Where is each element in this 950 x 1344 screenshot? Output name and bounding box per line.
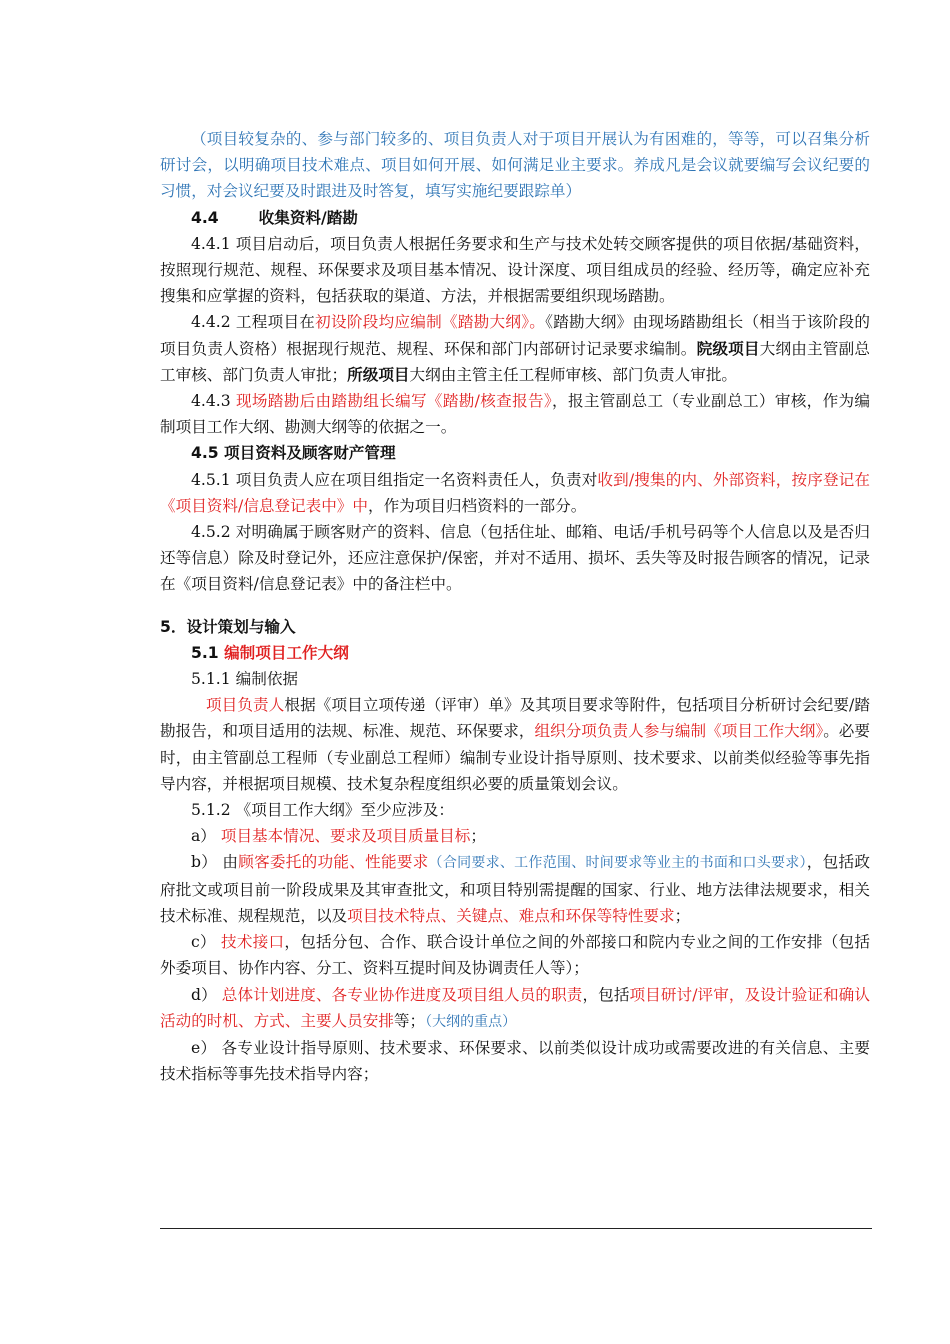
bold-text: 院级项目 xyxy=(696,339,760,358)
list-marker: d） xyxy=(191,985,217,1004)
section-number: 4.4 xyxy=(191,208,219,227)
note-paragraph xyxy=(160,126,870,205)
paragraph-4-4-1 xyxy=(160,231,870,310)
section-number: 5.1 xyxy=(191,643,225,662)
text: 大纲由主管主任工程师审核、部门负责人审批。 xyxy=(409,365,738,384)
highlight-text: 顾客委托的功能、性能要求 xyxy=(238,853,429,872)
section-5-1-2-heading xyxy=(160,797,870,823)
paragraph-text: 4.4.1 项目启动后，项目负责人根据任务要求和生产与技术处转交顾客提供的项目依据/基础资料，按照现行规范、规程、环保要求及项目基本情况、设计深度、项目组成员的经验、经历等，确定应补充搜集和应掌握的资料，包括获取的渠道、方法，并根据需要组织现场踏勘。 xyxy=(160,234,870,306)
note-text: （项目较复杂的、参与部门较多的、项目负责人对于项目开展认为有困难的，等等，可以召集分析研讨会，以明确项目技术难点、项目如何开展、如何满足业主要求。养成凡是会议就要编写会议纪要的习惯，对会议纪要及时跟进及时答复，填写实施纪要跟踪单） xyxy=(160,130,870,201)
text: ； xyxy=(674,906,691,925)
list-item-b xyxy=(160,849,870,929)
text: ，作为项目归档资料的一部分。 xyxy=(367,496,587,515)
text: 大纲由主管副总工审核、部门负责人审批； xyxy=(160,339,870,384)
section-title: 编制项目工作大纲 xyxy=(224,643,349,662)
text: b） 由 xyxy=(191,853,239,872)
highlight-text: 技术接口 xyxy=(221,933,285,952)
list-item-e xyxy=(160,1035,870,1087)
text: 5.1.1 编制依据 xyxy=(191,670,299,689)
document-page xyxy=(160,126,870,1087)
text: 4.4.2 工程项目在 xyxy=(191,313,316,332)
note-text: （合同要求、工作范围、时间要求等业主的书面和口头要求） xyxy=(428,855,807,872)
text: 5.1.2 《项目工作大纲》至少应涉及： xyxy=(191,801,454,820)
text: ，包括政府批文或项目前一阶段成果及其审查批文，和项目特别需提醒的国家、行业、地方法律法规要求，相关技术标准、规程规范，以及 xyxy=(160,853,870,925)
text: ，包括 xyxy=(582,985,630,1004)
note-text: （大纲的重点） xyxy=(425,1013,517,1030)
list-marker: c） xyxy=(191,933,216,952)
highlight-text: 项目负责人 xyxy=(206,696,285,715)
footer-divider xyxy=(160,1228,872,1229)
paragraph-4-4-3 xyxy=(160,388,870,440)
text: 4.4.3 xyxy=(191,392,236,411)
text: 等； xyxy=(393,1011,426,1030)
highlight-text: 项目研讨/评审，及设计验证和确认活动的时机、方式、主要人员安排 xyxy=(160,985,870,1030)
text: ，包括分包、合作、联合设计单位之间的外部接口和院内专业之间的工作安排（包括外委项目、协作内容、分工、资料互提时间及协调责任人等）； xyxy=(160,933,870,978)
text: e） 各专业设计指导原则、技术要求、环保要求、以前类似设计成功或需要改进的有关信息、主要技术指标等事先技术指导内容； xyxy=(160,1038,870,1084)
bold-text: 所级项目 xyxy=(347,365,410,384)
section-5-1-1-heading xyxy=(160,666,870,692)
text: 4.5.1 项目负责人应在项目组指定一名资料责任人，负责对 xyxy=(191,470,598,489)
section-5-1-heading xyxy=(160,640,870,666)
highlight-text: 收到/搜集的内、外部资料，按序登记在《项目资料/信息登记表中》中 xyxy=(160,470,870,515)
text: ，报主管副总工（专业副总工）审核，作为编制项目工作大纲、勘测大纲等的依据之一。 xyxy=(160,392,870,437)
text: ； xyxy=(470,827,486,846)
highlight-text: 项目技术特点、关键点、难点和环保等特性要求 xyxy=(347,906,675,925)
section-title: 4.5 项目资料及顾客财产管理 xyxy=(191,444,396,463)
paragraph-4-4-2 xyxy=(160,309,870,388)
paragraph-5-1-1 xyxy=(160,692,870,797)
section-5-heading xyxy=(160,614,870,640)
text: 《踏勘大纲》由现场踏勘组长（相当于该阶段的项目负责人资格）根据现行规范、规程、环保和部门内部研讨记录要求编制。 xyxy=(160,313,871,358)
highlight-text: 现场踏勘后由踏勘组长编写《踏勘/核查报告》 xyxy=(235,392,553,411)
text: 根据《项目立项传递（评审）单》及其项目要求等附件，包括项目分析研讨会纪要/踏勘报告，和项目适用的法规、标准、规范、环保要求， xyxy=(160,696,870,741)
list-item-d xyxy=(160,982,870,1035)
paragraph-4-5-1 xyxy=(160,467,870,519)
list-item-a xyxy=(160,823,870,849)
section-title: 5．设计策划与输入 xyxy=(160,617,296,636)
highlight-text: 初设阶段均应编制《踏勘大纲》。 xyxy=(315,313,546,332)
highlight-text: 组织分项负责人参与编制《项目工作大纲》 xyxy=(534,722,824,741)
paragraph-4-5-2 xyxy=(160,519,870,598)
section-title: 收集资料/踏勘 xyxy=(258,208,358,227)
text: 4.5.2 对明确属于顾客财产的资料、信息（包括住址、邮箱、电话/手机号码等个人信息以及是否归还等信息）除及时登记外，还应注意保护/保密，并对不适用、损坏、丢失等及时报告顾客的情况，记录在《项目资料/信息登记表》中的备注栏中。 xyxy=(160,523,870,594)
text: 。必要时，由主管副总工程师（专业副总工程师）编制专业设计指导原则、技术要求、以前类似经验等事先指导内容，并根据项目规模、技术复杂程度组织必要的质量策划会议。 xyxy=(160,722,870,793)
highlight-text: 总体计划进度、各专业协作进度及项目组人员的职责 xyxy=(221,985,583,1004)
section-4-5-heading xyxy=(160,440,870,466)
highlight-text: 项目基本情况、要求及项目质量目标 xyxy=(220,827,471,846)
list-item-c xyxy=(160,929,870,981)
section-4-4-heading xyxy=(160,205,870,231)
list-marker: a） xyxy=(191,827,216,846)
